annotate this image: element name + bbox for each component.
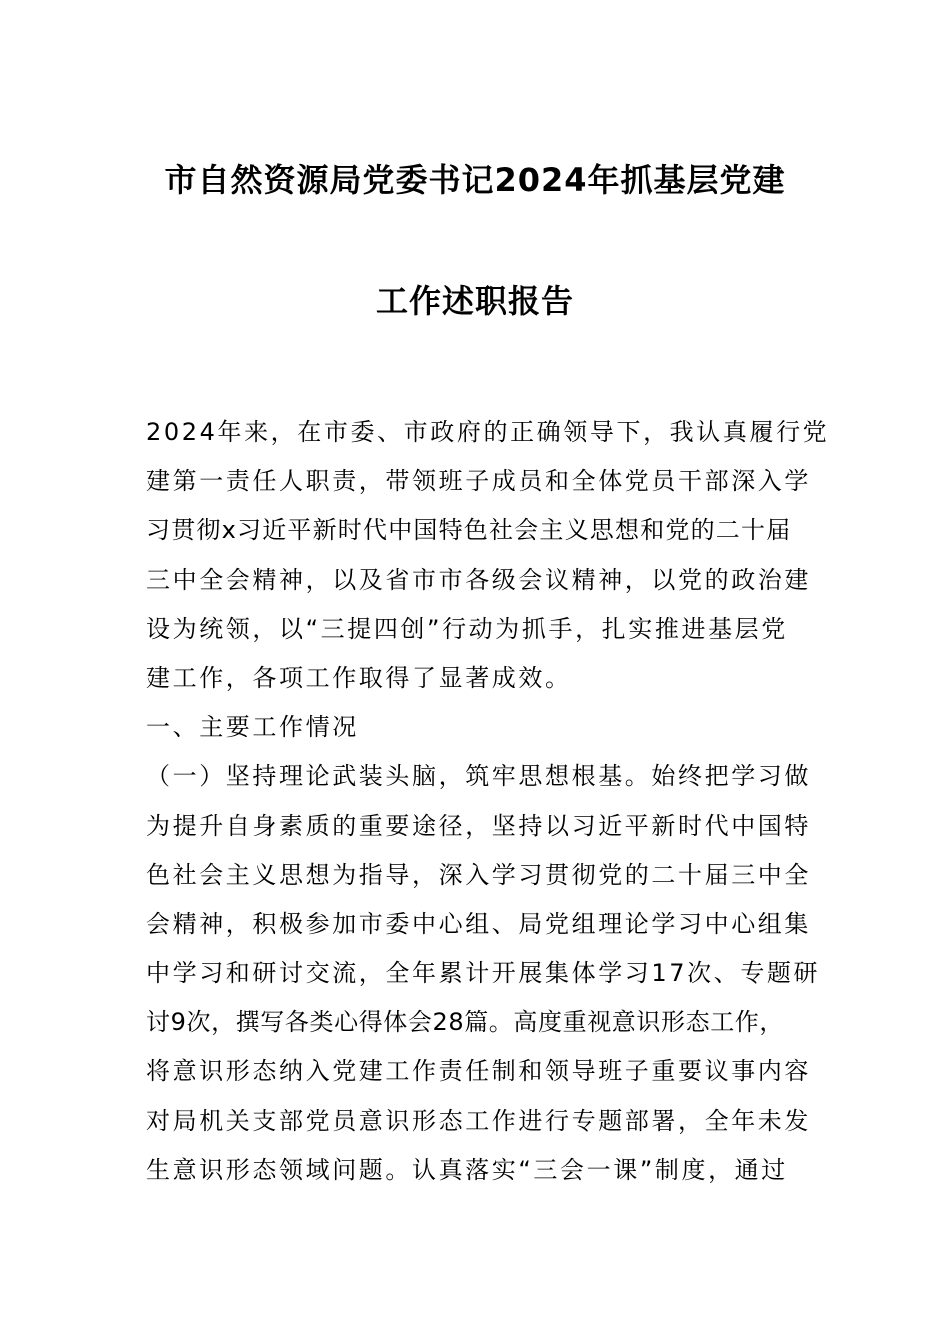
body-line: 为提升自身素质的重要途径，坚持以习近平新时代中国特 — [146, 811, 811, 840]
body-line: 会精神，积极参加市委中心组、局党组理论学习中心组集 — [146, 909, 811, 938]
body-line: 将意识形态纳入党建工作责任制和领导班子重要议事内容 — [146, 1057, 811, 1086]
body-line: 建第一责任人职责，带领班子成员和全体党员干部深入学 — [146, 467, 811, 496]
body-line: 生意识形态领域问题。认真落实“三会一课”制度，通过 — [146, 1155, 788, 1184]
body-line: 对局机关支部党员意识形态工作进行专题部署，全年未发 — [146, 1106, 811, 1135]
body-line: 中学习和研讨交流，全年累计开展集体学习17次、专题研 — [146, 959, 821, 988]
document-title-line-1: 市自然资源局党委书记2024年抓基层党建 — [164, 161, 786, 199]
section-heading: 一、主要工作情况 — [146, 713, 359, 742]
body-line: 2024年来，在市委、市政府的正确领导下，我认真履行党 — [146, 418, 830, 446]
document-title-line-2: 工作述职报告 — [375, 282, 574, 320]
body-line: 设为统领，以“三提四创”行动为抓手，扎实推进基层党 — [146, 614, 788, 643]
body-line: 色社会主义思想为指导，深入学习贯彻党的二十届三中全 — [146, 860, 811, 889]
body-line: 三中全会精神，以及省市市各级会议精神，以党的政治建 — [146, 565, 811, 594]
document-body — [146, 408, 836, 1195]
body-line: 习贯彻x习近平新时代中国特色社会主义思想和党的二十届 — [146, 516, 792, 545]
body-line: （一）坚持理论武装头脑，筑牢思想根基。始终把学习做 — [146, 762, 811, 791]
body-line: 建工作，各项工作取得了显著成效。 — [146, 663, 572, 692]
body-line: 讨9次，撰写各类心得体会28篇。高度重视意识形态工作， — [146, 1008, 785, 1037]
